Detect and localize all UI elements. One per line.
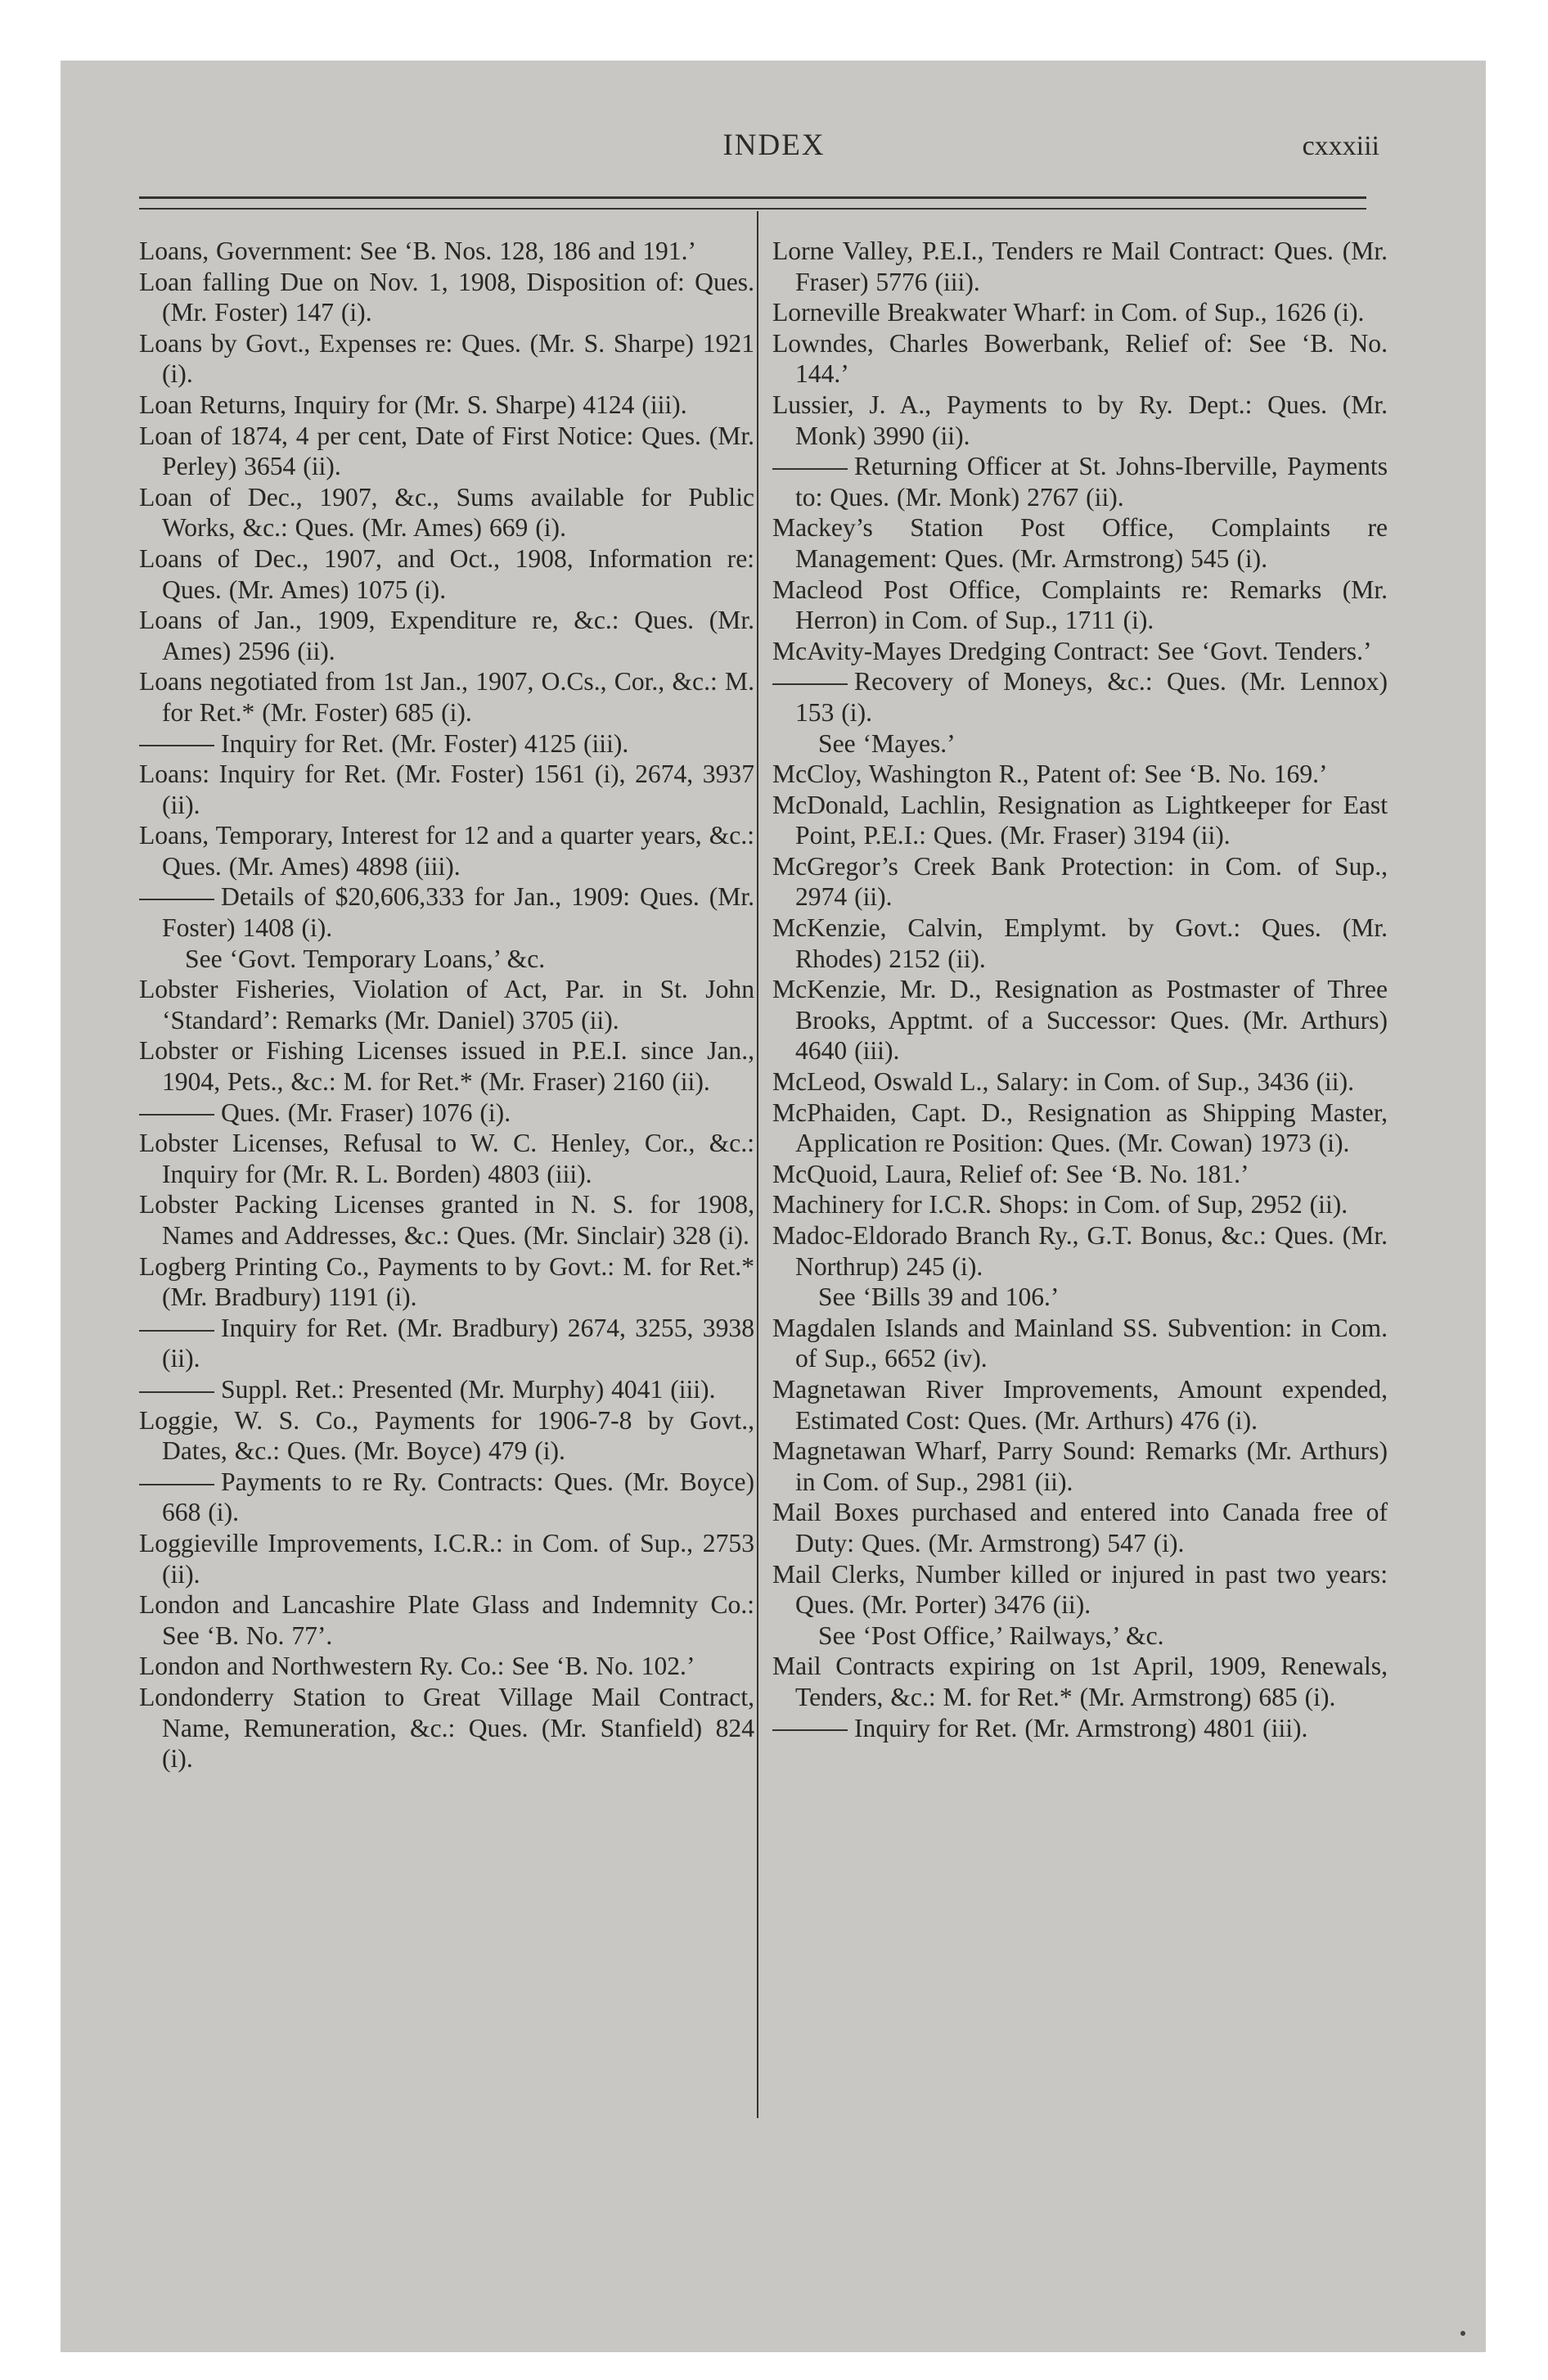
entry-text: London and Northwestern Ry. Co.: See ‘B. No. 102.’ xyxy=(139,1652,695,1681)
index-entry xyxy=(139,820,754,881)
index-entry xyxy=(139,1035,754,1097)
ditto-dash xyxy=(772,468,848,470)
index-see-reference xyxy=(772,1620,1388,1652)
entry-text: Magnetawan Wharf, Parry Sound: Remarks (Mr. Arthurs) in Com. of Sup., 2981 (ii). xyxy=(772,1436,1388,1496)
index-entry xyxy=(772,1313,1388,1374)
index-subentry xyxy=(772,666,1388,728)
ditto-dash xyxy=(139,1391,214,1393)
entry-text: Loans of Jan., 1909, Expenditure re, &c.: Ques. (Mr. Ames) 2596 (ii). xyxy=(139,606,754,665)
entry-text: McKenzie, Mr. D., Resignation as Postmaster of Three Brooks, Apptmt. of a Successor: Ques. (Mr. Arthurs) 4640 (iii). xyxy=(772,975,1388,1066)
entry-text: Magnetawan River Improvements, Amount expended, Estimated Cost: Ques. (Mr. Arthurs) 476 (i). xyxy=(772,1374,1388,1435)
right-column xyxy=(772,236,1388,1743)
index-entry xyxy=(772,512,1388,574)
index-entry xyxy=(139,666,754,728)
index-entry xyxy=(139,267,754,328)
index-entry xyxy=(772,236,1388,297)
entry-text: See ‘Post Office,’ Railways,’ &c. xyxy=(818,1620,1164,1650)
page-number: cxxxiii xyxy=(1302,131,1379,161)
entry-text: McPhaiden, Capt. D., Resignation as Shipping Master, Application re Position: Ques. (Mr. Cowan) 1973 (i). xyxy=(772,1098,1388,1158)
entry-text: Loan Returns, Inquiry for (Mr. S. Sharpe) 4124 (iii). xyxy=(139,390,687,419)
index-entry xyxy=(139,1189,754,1251)
entry-text: Loans: Inquiry for Ret. (Mr. Foster) 1561 (i), 2674, 3937 (ii). xyxy=(139,760,754,819)
entry-text: Payments to re Ry. Contracts: Ques. (Mr. Boyce) 668 (i). xyxy=(162,1467,754,1527)
left-column xyxy=(139,236,754,1774)
entry-text: McAvity-Mayes Dredging Contract: See ‘Govt. Tenders.’ xyxy=(772,636,1372,665)
entry-text: Macleod Post Office, Complaints re: Remarks (Mr. Herron) in Com. of Sup., 1711 (i). xyxy=(772,575,1388,635)
entry-text: Lobster Fisheries, Violation of Act, Par. in St. John ‘Standard’: Remarks (Mr. Daniel) 3705 (ii). xyxy=(139,975,754,1034)
entry-text: Logberg Printing Co., Payments to by Govt.: M. for Ret.* (Mr. Bradbury) 1191 (i). xyxy=(139,1251,754,1312)
entry-text: Loans of Dec., 1907, and Oct., 1908, Information re: Ques. (Mr. Ames) 1075 (i). xyxy=(139,543,754,604)
header-rule-top xyxy=(139,196,1366,199)
index-entry xyxy=(772,1098,1388,1159)
index-entry xyxy=(772,974,1388,1066)
entry-text: Loan of Dec., 1907, &c., Sums available for Public Works, &c.: Ques. (Mr. Ames) 669 (i). xyxy=(139,482,754,543)
index-entry xyxy=(139,1589,754,1651)
index-subentry xyxy=(139,1098,754,1129)
index-subentry xyxy=(772,451,1388,512)
index-entry xyxy=(772,790,1388,851)
index-entry xyxy=(772,297,1388,328)
index-entry xyxy=(772,1220,1388,1282)
index-entry xyxy=(139,482,754,543)
entry-text: Lobster Packing Licenses granted in N. S. for 1908, Names and Addresses, &c.: Ques. (Mr. Sinclair) 328 (i). xyxy=(139,1190,754,1250)
entry-text: Mail Clerks, Number killed or injured in past two years: Ques. (Mr. Porter) 3476 (ii). xyxy=(772,1559,1388,1620)
entry-text: Machinery for I.C.R. Shops: in Com. of Sup, 2952 (ii). xyxy=(772,1190,1348,1219)
ditto-dash xyxy=(139,1114,214,1116)
entry-text: Returning Officer at St. Johns-Iberville, Payments to: Ques. (Mr. Monk) 2767 (ii). xyxy=(795,452,1388,512)
index-subentry xyxy=(139,1467,754,1528)
index-entry xyxy=(139,236,754,267)
entry-text: Loan of 1874, 4 per cent, Date of First Notice: Ques. (Mr. Perley) 3654 (ii). xyxy=(139,421,754,481)
index-subentry xyxy=(139,1313,754,1374)
index-see-reference xyxy=(772,728,1388,760)
entry-text: Inquiry for Ret. (Mr. Bradbury) 2674, 3255, 3938 (ii). xyxy=(162,1313,754,1373)
index-entry xyxy=(772,1374,1388,1436)
ditto-dash xyxy=(772,1729,848,1731)
index-entry xyxy=(772,390,1388,451)
entry-text: Magdalen Islands and Mainland SS. Subvention: in Com. of Sup., 6652 (iv). xyxy=(772,1313,1388,1373)
index-entry xyxy=(139,759,754,820)
index-entry xyxy=(772,1066,1388,1098)
index-entry xyxy=(139,1405,754,1467)
index-subentry xyxy=(139,1374,754,1405)
index-entry xyxy=(139,974,754,1035)
index-entry xyxy=(139,1651,754,1682)
index-entry xyxy=(772,575,1388,636)
entry-text: See ‘Govt. Temporary Loans,’ &c. xyxy=(185,944,546,973)
index-entry xyxy=(139,1251,754,1313)
index-entry xyxy=(139,390,754,421)
entry-text: Details of $20,606,333 for Jan., 1909: Ques. (Mr. Foster) 1408 (i). xyxy=(162,882,754,943)
index-entry xyxy=(772,1189,1388,1220)
entry-text: See ‘Bills 39 and 106.’ xyxy=(818,1282,1060,1312)
entry-text: Lussier, J. A., Payments to by Ry. Dept.: Ques. (Mr. Monk) 3990 (ii). xyxy=(772,390,1388,450)
entry-text: Inquiry for Ret. (Mr. Armstrong) 4801 (iii). xyxy=(854,1713,1308,1742)
entry-text: Madoc-Eldorado Branch Ry., G.T. Bonus, &c.: Ques. (Mr. Northrup) 245 (i). xyxy=(772,1221,1388,1281)
entry-text: Lowndes, Charles Bowerbank, Relief of: See ‘B. No. 144.’ xyxy=(772,328,1388,389)
index-entry xyxy=(139,605,754,666)
entry-text: Suppl. Ret.: Presented (Mr. Murphy) 4041 (iii). xyxy=(221,1374,716,1404)
column-divider xyxy=(757,211,758,2118)
index-entry xyxy=(772,1159,1388,1190)
index-entry xyxy=(772,328,1388,390)
index-entry xyxy=(772,1497,1388,1558)
entry-text: Loans by Govt., Expenses re: Ques. (Mr. S. Sharpe) 1921 (i). xyxy=(139,328,754,389)
entry-text: See ‘Mayes.’ xyxy=(818,728,956,758)
index-entry xyxy=(139,1528,754,1589)
index-subentry xyxy=(772,1713,1388,1744)
page-title: INDEX xyxy=(722,128,826,162)
ditto-dash xyxy=(139,745,214,746)
index-entry xyxy=(139,421,754,482)
header-rule-bottom xyxy=(139,208,1366,210)
index-entry xyxy=(139,543,754,605)
entry-text: Lorneville Breakwater Wharf: in Com. of Sup., 1626 (i). xyxy=(772,298,1365,327)
index-subentry xyxy=(139,728,754,760)
entry-text: Ques. (Mr. Fraser) 1076 (i). xyxy=(221,1098,511,1127)
entry-text: McLeod, Oswald L., Salary: in Com. of Sup., 3436 (ii). xyxy=(772,1067,1355,1097)
entry-text: Mail Contracts expiring on 1st April, 1909, Renewals, Tenders, &c.: M. for Ret.* (Mr. Armstrong) 685 (i). xyxy=(772,1652,1388,1711)
entry-text: Loans, Government: See ‘B. Nos. 128, 186 and 191.’ xyxy=(139,237,697,265)
ditto-dash xyxy=(772,683,848,685)
index-subentry xyxy=(139,881,754,943)
index-entry xyxy=(772,1559,1388,1620)
entry-text: Lobster or Fishing Licenses issued in P.E.I. since Jan., 1904, Pets., &c.: M. for Ret.* (Mr. Fraser) 2160 (ii). xyxy=(139,1036,754,1097)
entry-text: Mail Boxes purchased and entered into Canada free of Duty: Ques. (Mr. Armstrong) 547 (i). xyxy=(772,1498,1388,1557)
entry-text: Inquiry for Ret. (Mr. Foster) 4125 (iii). xyxy=(221,728,629,758)
index-see-reference xyxy=(139,944,754,975)
index-entry xyxy=(772,636,1388,667)
ditto-dash xyxy=(139,1484,214,1485)
entry-text: McQuoid, Laura, Relief of: See ‘B. No. 181.’ xyxy=(772,1159,1249,1188)
entry-text: London and Lancashire Plate Glass and Indemnity Co.: See ‘B. No. 77’. xyxy=(139,1590,754,1650)
entry-text: Lorne Valley, P.E.I., Tenders re Mail Contract: Ques. (Mr. Fraser) 5776 (iii). xyxy=(772,237,1388,296)
entry-text: Loans negotiated from 1st Jan., 1907, O.Cs., Cor., &c.: M. for Ret.* (Mr. Foster) 685 (i). xyxy=(139,667,754,727)
page-mark xyxy=(1460,2331,1465,2336)
entry-text: McKenzie, Calvin, Emplymt. by Govt.: Ques. (Mr. Rhodes) 2152 (ii). xyxy=(772,913,1388,973)
entry-text: Loggieville Improvements, I.C.R.: in Com. of Sup., 2753 (ii). xyxy=(139,1528,754,1589)
index-entry xyxy=(772,1436,1388,1497)
index-see-reference xyxy=(772,1282,1388,1313)
entry-text: Mackey’s Station Post Office, Complaints re Management: Ques. (Mr. Armstrong) 545 (i). xyxy=(772,513,1388,573)
index-entry xyxy=(139,1128,754,1189)
entry-text: Loan falling Due on Nov. 1, 1908, Disposition of: Ques. (Mr. Foster) 147 (i). xyxy=(139,267,754,327)
index-entry xyxy=(772,759,1388,790)
entry-text: Londonderry Station to Great Village Mail Contract, Name, Remuneration, &c.: Ques. (Mr. Stanfield) 824 (i). xyxy=(139,1682,754,1774)
index-entry xyxy=(139,1682,754,1774)
entry-text: McCloy, Washington R., Patent of: See ‘B. No. 169.’ xyxy=(772,760,1328,789)
index-entry xyxy=(772,851,1388,913)
entry-text: Recovery of Moneys, &c.: Ques. (Mr. Lennox) 153 (i). xyxy=(795,667,1388,727)
index-entry xyxy=(772,913,1388,974)
ditto-dash xyxy=(139,1330,214,1332)
index-entry xyxy=(139,328,754,390)
entry-text: McGregor’s Creek Bank Protection: in Com. of Sup., 2974 (ii). xyxy=(772,851,1388,912)
entry-text: McDonald, Lachlin, Resignation as Lightkeeper for East Point, P.E.I.: Ques. (Mr. Fraser) 3194 (ii). xyxy=(772,790,1388,850)
entry-text: Loans, Temporary, Interest for 12 and a quarter years, &c.: Ques. (Mr. Ames) 4898 (iii). xyxy=(139,821,754,881)
entry-text: Loggie, W. S. Co., Payments for 1906-7-8 by Govt., Dates, &c.: Ques. (Mr. Boyce) 479 (i). xyxy=(139,1405,754,1466)
entry-text: Lobster Licenses, Refusal to W. C. Henley, Cor., &c.: Inquiry for (Mr. R. L. Borden) 4803 (iii). xyxy=(139,1129,754,1188)
ditto-dash xyxy=(139,899,214,900)
index-entry xyxy=(772,1651,1388,1712)
